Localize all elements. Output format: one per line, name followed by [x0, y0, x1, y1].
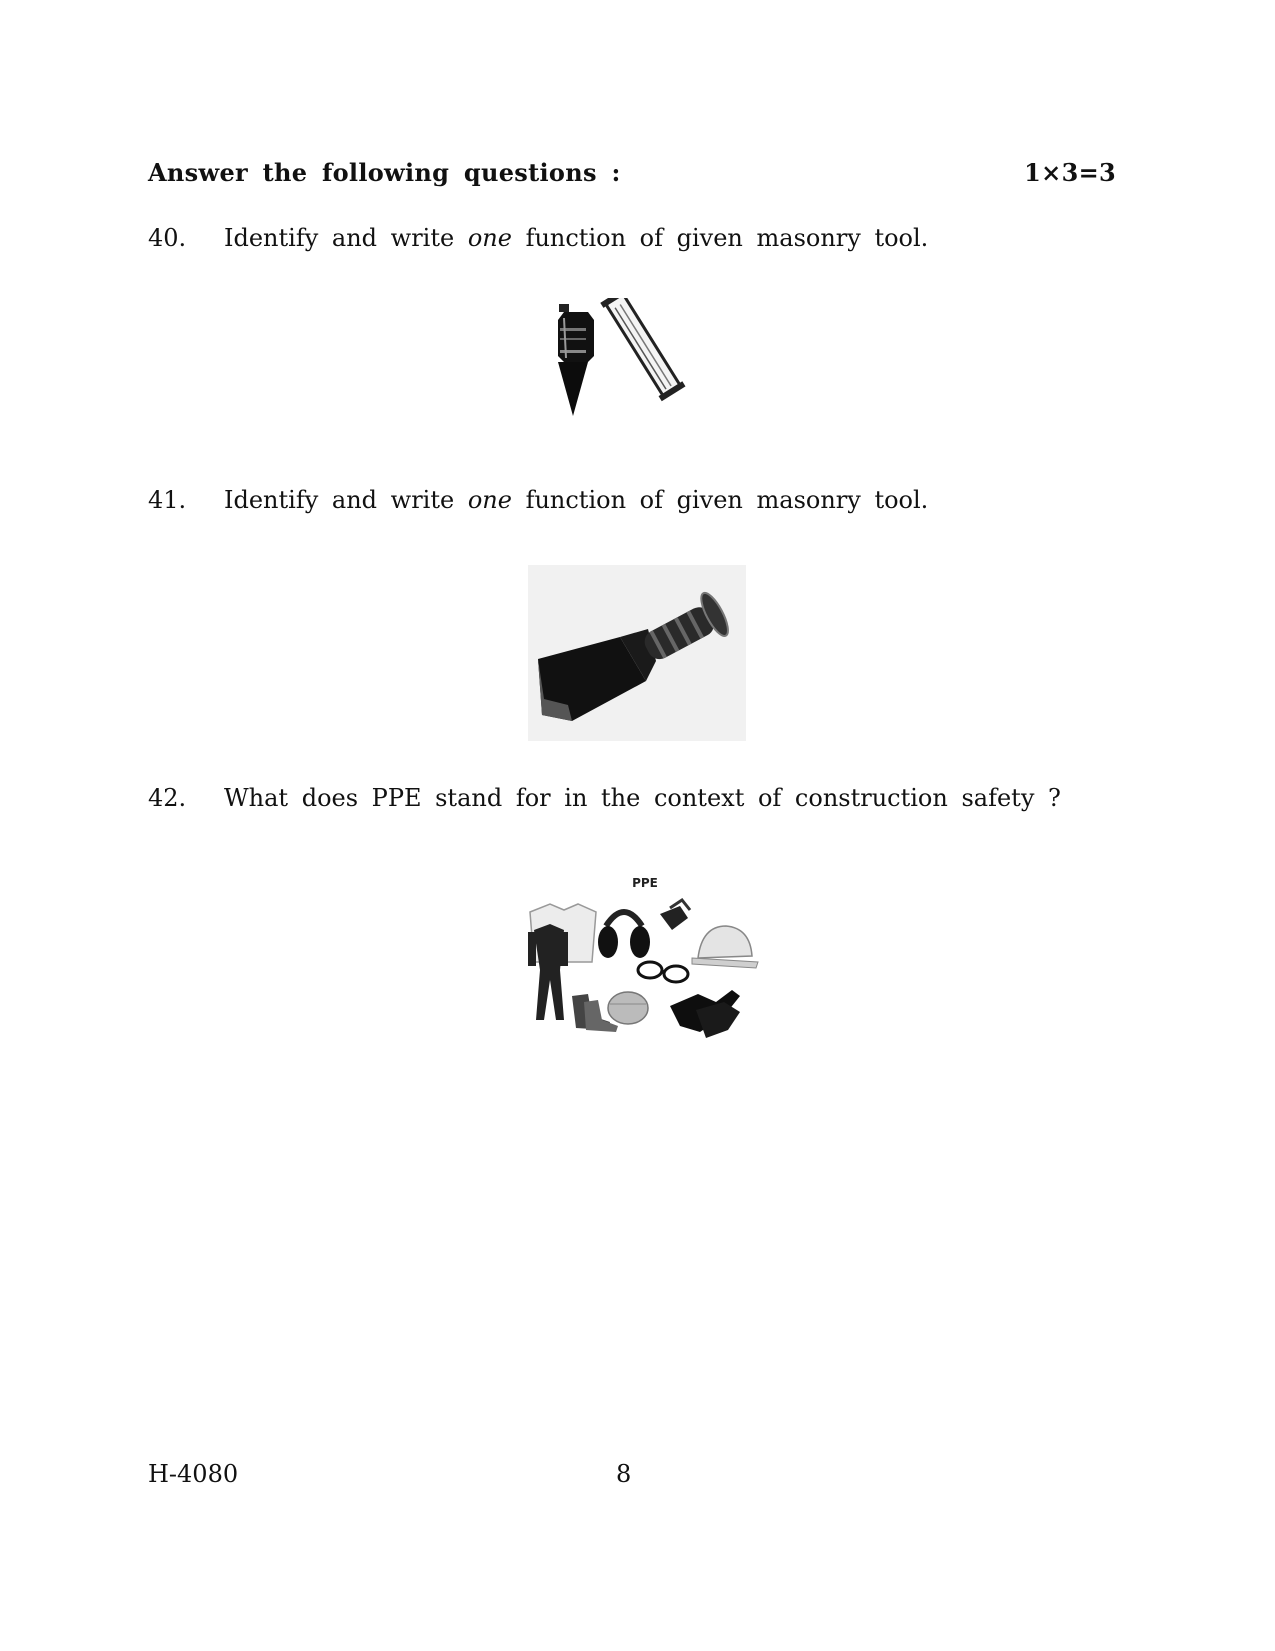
question-text-part: function of given masonry tool.: [511, 486, 929, 514]
question-40: [148, 224, 1128, 252]
brick-chisel-image: [528, 565, 746, 741]
question-42: [148, 784, 1128, 812]
question-text-part: Identify and write: [224, 486, 468, 514]
section-heading: [148, 158, 1116, 187]
plumb-bob-image: [555, 298, 715, 438]
page-number: 8: [616, 1460, 632, 1488]
question-text-emphasis: one: [467, 224, 512, 252]
question-text-part: function of given masonry tool.: [511, 224, 929, 252]
question-text-emphasis: one: [467, 486, 512, 514]
question-number: 41.: [148, 486, 187, 514]
question-number: 40.: [148, 224, 187, 252]
ppe-image: [520, 870, 770, 1060]
ppe-caption: PPE: [632, 876, 658, 890]
brick-chisel-icon: [528, 565, 746, 741]
section-marks: 1×3=3: [1024, 158, 1116, 187]
question-number: 42.: [148, 784, 187, 812]
question-text: What does PPE stand for in the context of construction safety ?: [224, 784, 1061, 812]
paper-code: H-4080: [148, 1460, 239, 1488]
ppe-equipment-icon: [520, 870, 770, 1060]
section-instruction: Answer the following questions :: [148, 158, 621, 187]
question-text-part: Identify and write: [224, 224, 468, 252]
question-41: [148, 486, 1128, 514]
plumb-bob-icon: [555, 298, 715, 438]
